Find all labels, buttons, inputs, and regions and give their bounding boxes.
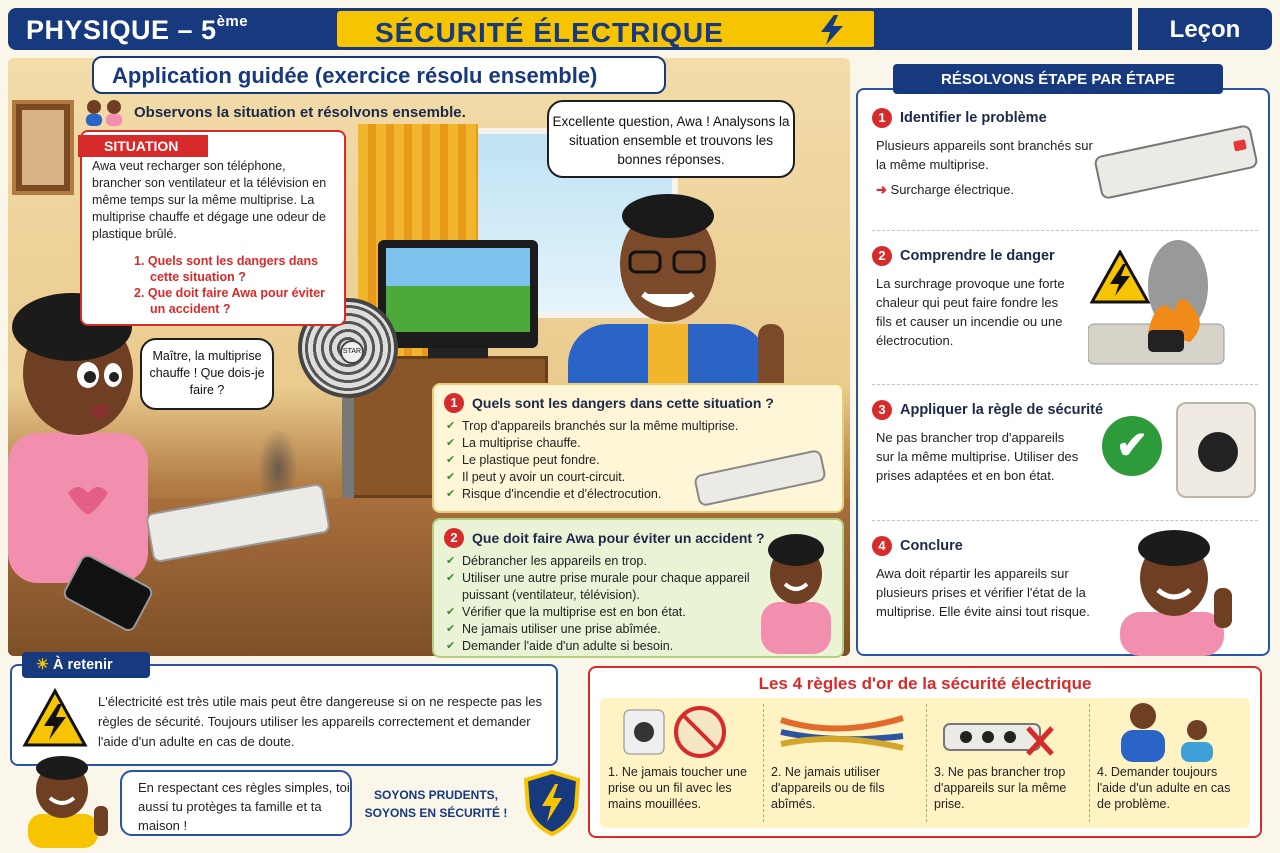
safety-shield-icon — [524, 770, 580, 836]
step-1-conclusion: ➜ Surcharge électrique. — [876, 182, 1015, 197]
situation-text: Awa veut recharger son téléphone, brancher son ventilateur et la télévision en même temps sur la même multiprise. La multiprise chauffe et dégage une odeur de plastique brûlé. — [92, 159, 327, 241]
tv-stand — [428, 348, 488, 358]
step-4-body: Awa doit répartir les appareils sur plusieurs prises et vérifier l'état de la multiprise. Elle évite ainsi tout risque. — [876, 566, 1090, 619]
observe-instruction: Observons la situation et résolvons ensemble. — [82, 98, 562, 126]
fan-pole — [342, 398, 354, 498]
page-title: SÉCURITÉ ÉLECTRIQUE — [334, 8, 878, 50]
situation-question-2: 2. Que doit faire Awa pour éviter un accident ? — [134, 286, 326, 316]
awa-speech-bubble: Maître, la multiprise chauffe ! Que dois-je faire ? — [140, 338, 274, 410]
awa-illustration — [8, 283, 168, 583]
step-3-body: Ne pas brancher trop d'appareils sur la même multiprise. Utiliser des prises adaptées et en bon état. — [876, 430, 1079, 483]
situation-question-1: 1. Quels sont les dangers dans cette situation ? — [134, 254, 319, 284]
adult-and-child-icon — [1109, 700, 1229, 762]
lesson-tab[interactable]: Leçon — [1132, 8, 1272, 50]
list-item: ✔ Le plastique peut fondre. — [444, 452, 832, 469]
no-wet-hands-icon — [620, 704, 730, 760]
key-takeaway-text: L'électricité est très utile mais peut être dangereuse si on ne respecte pas les règles de sécurité. Toujours utiliser les appareils correctement et demander l'aide d'un adulte en cas de doute. — [98, 694, 542, 749]
list-item: ✔ Ne jamais utiliser une prise abîmée. — [444, 621, 764, 638]
lightning-icon — [819, 15, 845, 45]
awa-thumbs-up-illustration — [1116, 528, 1236, 656]
step-2-body: La surchrage provoque une forte chaleur qui peut faire fondre les fils et causer un incendie ou une électrocution. — [876, 276, 1065, 348]
divider — [872, 230, 1258, 231]
banner-fill — [874, 8, 1132, 50]
rule-4 — [1089, 698, 1251, 828]
number-badge: 4 — [872, 536, 892, 556]
awa-thumbs-up-illustration — [755, 530, 837, 654]
divider — [872, 520, 1258, 521]
subject-label: PHYSIQUE – 5ème — [8, 8, 338, 50]
situation-box — [80, 130, 346, 326]
step-3-title: Appliquer la règle de sécurité — [900, 402, 1104, 418]
golden-rules-list — [600, 698, 1250, 828]
number-badge: 1 — [872, 108, 892, 128]
question-1-box — [432, 383, 844, 513]
rule-3-text: 3. Ne pas brancher trop d'appareils sur la même prise. — [934, 765, 1067, 811]
rule-1 — [600, 698, 762, 828]
television — [378, 240, 538, 348]
high-voltage-warning-icon — [22, 688, 88, 748]
high-voltage-warning-icon — [1090, 250, 1150, 304]
damaged-wires-icon — [777, 708, 907, 754]
divider — [872, 384, 1258, 385]
overloaded-strip-icon — [940, 710, 1070, 760]
teacher-speech-bubble: Excellente question, Awa ! Analysons la situation ensemble et trouvons les bonnes réponses. — [547, 100, 795, 178]
situation-tag: SITUATION — [78, 135, 208, 157]
number-badge: 2 — [444, 528, 464, 548]
step-1-body: Plusieurs appareils sont branchés sur la même multiprise. — [876, 138, 1093, 172]
situation-questions — [92, 253, 334, 317]
list-item: ✔ Il peut y avoir un court-circuit. — [444, 469, 832, 486]
arrow-right-icon: ➜ — [876, 182, 887, 197]
number-badge: 2 — [872, 246, 892, 266]
list-item: ✔ Vérifier que la multiprise est en bon état. — [444, 604, 764, 621]
step-1-title: Identifier le problème — [900, 110, 1047, 126]
list-item: ✔ Débrancher les appareils en trop. — [444, 553, 764, 570]
number-badge: 3 — [872, 400, 892, 420]
rule-1-text: 1. Ne jamais toucher une prise ou un fil avec les mains mouillées. — [608, 765, 747, 811]
list-item: ✔ Trop d'appareils branchés sur la même multiprise. — [444, 418, 832, 435]
question-1-title: 1 Quels sont les dangers dans cette situation ? — [444, 393, 832, 413]
section-title: Application guidée (exercice résolu ensemble) — [92, 56, 666, 94]
rule-2 — [763, 698, 925, 828]
golden-rules-title: Les 4 règles d'or de la sécurité électrique — [758, 674, 1092, 693]
rule-4-text: 4. Demander toujours l'aide d'un adulte en cas de problème. — [1097, 765, 1231, 811]
rule-3 — [926, 698, 1088, 828]
solutions-list — [444, 553, 764, 655]
list-item: ✔ Risque d'incendie et d'électrocution. — [444, 486, 832, 503]
list-item: ✔ Demander l'aide d'un adulte si besoin. — [444, 638, 764, 655]
family-photo-frame — [12, 100, 74, 195]
fan-illustration: STAR — [298, 298, 398, 398]
number-badge: 1 — [444, 393, 464, 413]
boy-thumbs-up-illustration — [22, 756, 112, 848]
checkmark-icon: ✔ — [1102, 416, 1162, 476]
rule-2-text: 2. Ne jamais utiliser d'appareils ou de fils abîmés. — [771, 765, 885, 811]
students-icon — [82, 98, 126, 126]
wall-socket-illustration — [1176, 402, 1256, 498]
top-banner — [8, 8, 1272, 50]
step-4-title: Conclure — [900, 538, 963, 554]
boy-speech-bubble: En respectant ces règles simples, toi aussi tu protèges ta famille et ta maison ! — [120, 770, 352, 836]
slogan: SOYONS PRUDENTS, SOYONS EN SÉCURITÉ ! — [364, 788, 508, 820]
list-item: ✔ La multiprise chauffe. — [444, 435, 832, 452]
steps-heading: RÉSOLVONS ÉTAPE PAR ÉTAPE — [893, 64, 1223, 94]
question-2-title: 2 Que doit faire Awa pour éviter un accident ? — [444, 528, 832, 548]
lightbulb-icon: ☀ — [36, 657, 49, 673]
step-2-title: Comprendre le danger — [900, 248, 1055, 264]
key-takeaway-tag: ☀ À retenir — [22, 652, 150, 678]
list-item: ✔ Utiliser une autre prise murale pour chaque appareil puissant (ventilateur, télévision). — [444, 570, 764, 604]
